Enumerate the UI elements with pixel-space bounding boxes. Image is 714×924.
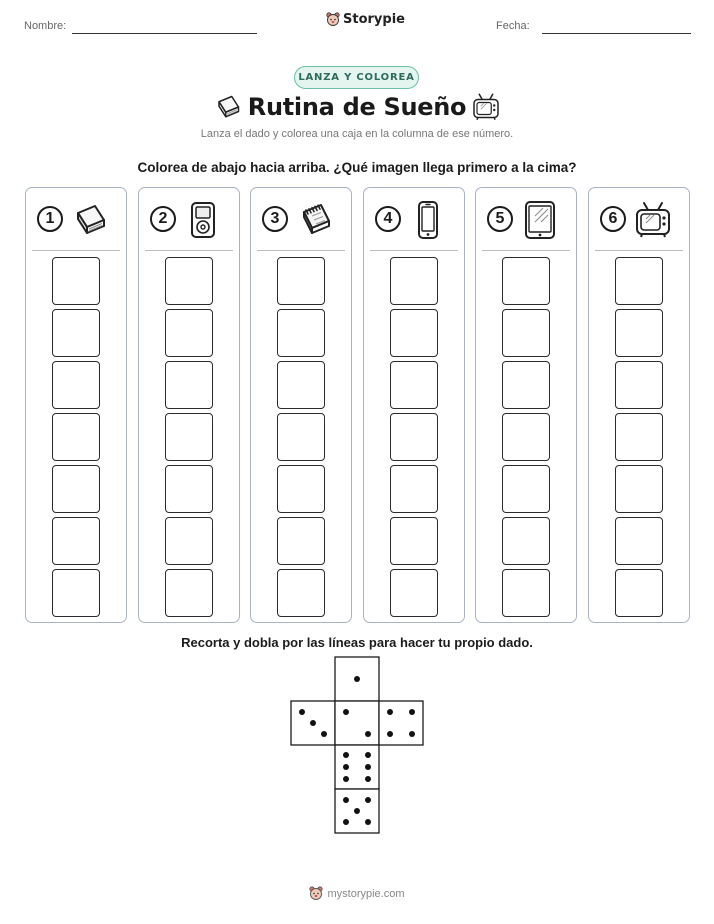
column-header: [139, 200, 239, 240]
date-line[interactable]: [542, 33, 691, 34]
color-box[interactable]: [52, 569, 100, 617]
color-box[interactable]: [390, 569, 438, 617]
color-box[interactable]: [502, 309, 550, 357]
dice-pip: [365, 797, 371, 803]
footer: [0, 886, 714, 901]
dice-pip: [365, 731, 371, 737]
name-line[interactable]: [72, 33, 257, 34]
color-box[interactable]: [615, 517, 663, 565]
color-box[interactable]: [52, 517, 100, 565]
column-6: [588, 187, 690, 623]
dice-pip: [343, 752, 349, 758]
music-player-icon: [183, 200, 223, 240]
column-header: [251, 200, 351, 240]
footer-site-link[interactable]: mystorypie.com: [327, 887, 405, 900]
color-box[interactable]: [165, 361, 213, 409]
dice-face-4: [379, 701, 423, 745]
color-box[interactable]: [502, 465, 550, 513]
color-box[interactable]: [277, 309, 325, 357]
column-2: [138, 187, 240, 623]
color-box[interactable]: [52, 257, 100, 305]
color-box[interactable]: [390, 517, 438, 565]
dice-pip: [321, 731, 327, 737]
column-divider: [482, 250, 570, 251]
date-label: Fecha:: [496, 20, 530, 32]
column-header: [589, 200, 689, 240]
dice-pip: [343, 776, 349, 782]
dice-pip: [365, 752, 371, 758]
dice-instruction: Recorta y dobla por las líneas para hacer tu propio dado.: [181, 635, 533, 650]
television-icon: [633, 200, 673, 240]
column-header: [26, 200, 126, 240]
color-box[interactable]: [390, 413, 438, 461]
smartphone-icon: [408, 200, 448, 240]
color-box[interactable]: [502, 257, 550, 305]
column-number: 3: [262, 206, 288, 232]
dice-pip: [343, 764, 349, 770]
brand-logo: [326, 12, 405, 27]
dice-face-6: [335, 745, 379, 789]
color-box[interactable]: [615, 361, 663, 409]
dice-pip: [354, 808, 360, 814]
name-label: Nombre:: [24, 20, 67, 32]
color-box[interactable]: [390, 465, 438, 513]
dice-pip: [299, 709, 305, 715]
dice-pip: [387, 709, 393, 715]
color-box[interactable]: [277, 465, 325, 513]
color-box[interactable]: [165, 413, 213, 461]
color-box[interactable]: [615, 465, 663, 513]
column-number: 4: [375, 206, 401, 232]
dice-pip: [409, 709, 415, 715]
dice-pip: [343, 819, 349, 825]
dice-pip: [365, 764, 371, 770]
storypie-mascot-icon: [309, 886, 323, 901]
coloring-instruction: Colorea de abajo hacia arriba. ¿Qué imagen llega primero a la cima?: [137, 160, 577, 175]
column-divider: [370, 250, 458, 251]
color-box[interactable]: [502, 517, 550, 565]
column-divider: [595, 250, 683, 251]
dice-pip: [409, 731, 415, 737]
column-1: [25, 187, 127, 623]
column-number: 5: [487, 206, 513, 232]
color-box[interactable]: [165, 257, 213, 305]
color-box[interactable]: [390, 257, 438, 305]
dice-pip: [387, 731, 393, 737]
color-box[interactable]: [165, 465, 213, 513]
column-header: [364, 200, 464, 240]
color-box[interactable]: [165, 309, 213, 357]
book-icon: [70, 200, 110, 240]
color-box[interactable]: [615, 309, 663, 357]
activity-badge: LANZA Y COLOREA: [294, 66, 419, 89]
color-box[interactable]: [277, 413, 325, 461]
dice-pip: [343, 797, 349, 803]
television-icon: [471, 92, 501, 122]
color-box[interactable]: [277, 361, 325, 409]
color-box[interactable]: [615, 569, 663, 617]
color-box[interactable]: [277, 569, 325, 617]
column-5: [475, 187, 577, 623]
dice-net[interactable]: [290, 656, 424, 834]
color-box[interactable]: [52, 413, 100, 461]
color-box[interactable]: [277, 517, 325, 565]
color-box[interactable]: [502, 361, 550, 409]
color-box[interactable]: [390, 361, 438, 409]
dice-pip: [365, 776, 371, 782]
storypie-mascot-icon: [326, 12, 340, 27]
column-divider: [32, 250, 120, 251]
color-box[interactable]: [52, 309, 100, 357]
dice-pip: [310, 720, 316, 726]
color-box[interactable]: [615, 413, 663, 461]
color-box[interactable]: [165, 517, 213, 565]
page-subtitle: Lanza el dado y colorea una caja en la columna de ese número.: [200, 128, 514, 140]
dice-pip: [365, 819, 371, 825]
color-box[interactable]: [277, 257, 325, 305]
dice-face-2: [335, 701, 379, 745]
notebook-icon: [295, 200, 335, 240]
color-box[interactable]: [165, 569, 213, 617]
brand-name: Storypie: [343, 12, 405, 27]
color-box[interactable]: [52, 465, 100, 513]
column-header: [476, 200, 576, 240]
column-divider: [257, 250, 345, 251]
color-box[interactable]: [615, 257, 663, 305]
dice-pip: [354, 676, 360, 682]
color-box[interactable]: [502, 569, 550, 617]
column-number: 2: [150, 206, 176, 232]
column-number: 1: [37, 206, 63, 232]
color-box[interactable]: [390, 309, 438, 357]
color-box[interactable]: [502, 413, 550, 461]
dice-pip: [343, 709, 349, 715]
tablet-icon: [520, 200, 560, 240]
column-3: [250, 187, 352, 623]
color-box[interactable]: [52, 361, 100, 409]
column-number: 6: [600, 206, 626, 232]
column-divider: [145, 250, 233, 251]
column-4: [363, 187, 465, 623]
page-title: Rutina de Sueño: [247, 93, 467, 121]
